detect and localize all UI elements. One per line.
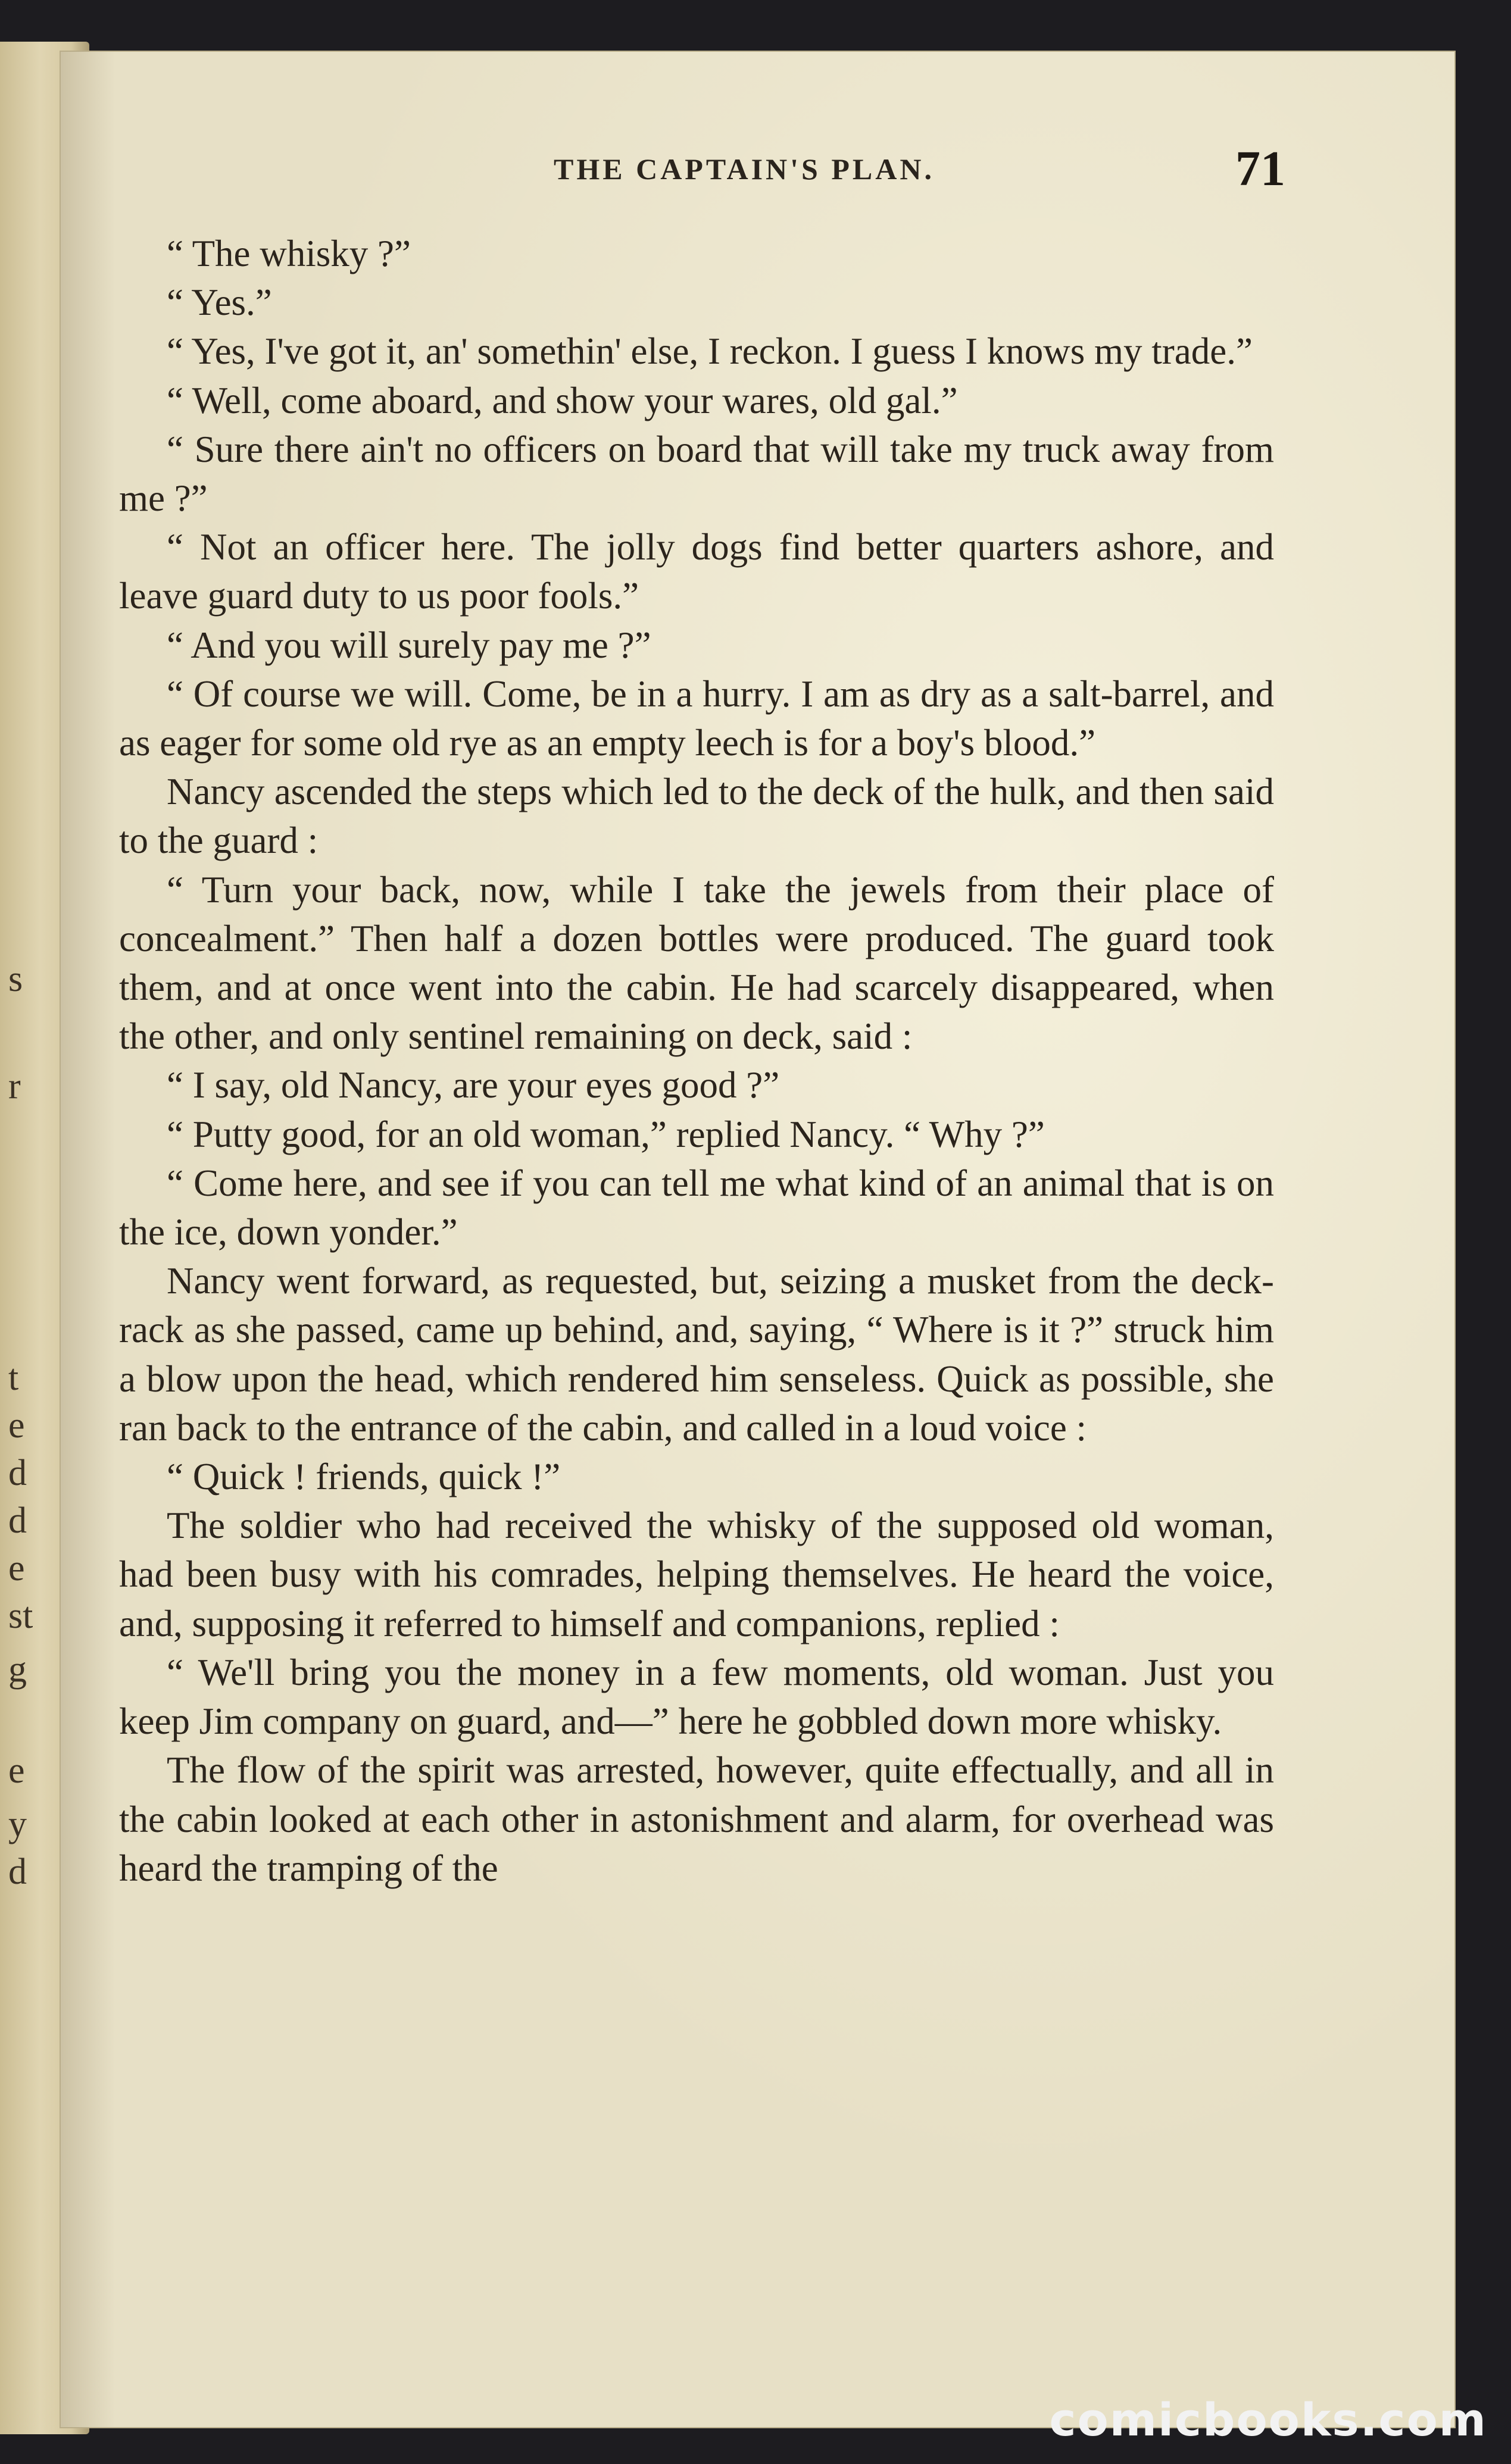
fragment: r — [8, 1066, 21, 1106]
paragraph: “ We'll bring you the money in a few moments, old woman. Just you keep Jim company on guard, and—” here he gobbled down more whisky. — [119, 1651, 1274, 1743]
fragment: d — [8, 1453, 27, 1493]
site-watermark: comicbooks.com — [1049, 2393, 1487, 2446]
fragment: t — [8, 1358, 19, 1398]
paragraph: “ Yes.” — [167, 282, 272, 324]
fragment: y — [8, 1804, 27, 1844]
fragment: st — [8, 1596, 33, 1636]
book-page — [60, 51, 1456, 2428]
paragraph: “ I say, old Nancy, are your eyes good ?” — [167, 1064, 780, 1106]
paragraph: “ Putty good, for an old woman,” replied Nancy. “ Why ?” — [167, 1113, 1045, 1155]
facing-page-text-fragments — [8, 42, 44, 2434]
fragment: e — [8, 1405, 25, 1446]
paragraph: “ The whisky ?” — [167, 233, 411, 274]
paragraph: “ Well, come aboard, and show your wares, old gal.” — [167, 379, 958, 421]
paragraph: “ Yes, I've got it, an' somethin' else, I reckon. I guess I knows my trade.” — [167, 330, 1253, 373]
paragraph: “ Sure there ain't no officers on board that will take my truck away from me ?” — [119, 428, 1274, 520]
fragment: d — [8, 1500, 27, 1541]
body-text — [119, 229, 1274, 1893]
paragraph: “ Of course we will. Come, be in a hurry. I am as dry as a salt-barrel, and as eager for some old rye as an empty leech is for a boy's blood.” — [119, 673, 1274, 764]
paragraph: The soldier who had received the whisky of the supposed old woman, had been busy with his comrades, helping themselves. He heard the voice, and, supposing it referred to himself and companions, replied : — [119, 1505, 1274, 1644]
paragraph: Nancy went forward, as requested, but, seizing a musket from the deck-rack as she passed, came up behind, and, saying, “ Where is it ?” struck him a blow upon the head, which rendered him senseless. Quick as possible, she ran back to the entrance of the cabin, and called in a loud voice : — [119, 1260, 1274, 1449]
fragment: e — [8, 1750, 25, 1791]
page-header — [60, 140, 1456, 196]
paragraph: “ Not an officer here. The jolly dogs find better quarters ashore, and leave guard duty to us poor fools.” — [119, 526, 1274, 617]
paragraph: “ And you will surely pay me ?” — [167, 624, 651, 666]
paragraph: “ Quick ! friends, quick !” — [167, 1456, 561, 1498]
paragraph: “ Come here, and see if you can tell me what kind of an animal that is on the ice, down yonder.” — [119, 1162, 1274, 1253]
page-number: 71 — [1235, 141, 1285, 196]
fragment: g — [8, 1649, 27, 1690]
fragment: s — [8, 959, 23, 999]
fragment: d — [8, 1852, 27, 1892]
paragraph: “ Turn your back, now, while I take the jewels from their place of concealment.” Then half a dozen bottles were produced. The guard took them, and at once went into the cabin. He had scarcely disappeared, when the other, and only sentinel remaining on deck, said : — [119, 868, 1274, 1058]
paragraph: The flow of the spirit was arrested, however, quite effectually, and all in the cabin looked at each other in astonishment and alarm, for overhead was heard the tramping of the — [119, 1749, 1274, 1889]
fragment: e — [8, 1548, 25, 1589]
running-title: THE CAPTAIN'S PLAN. — [554, 152, 935, 186]
paragraph: Nancy ascended the steps which led to the deck of the hulk, and then said to the guard : — [119, 771, 1274, 862]
